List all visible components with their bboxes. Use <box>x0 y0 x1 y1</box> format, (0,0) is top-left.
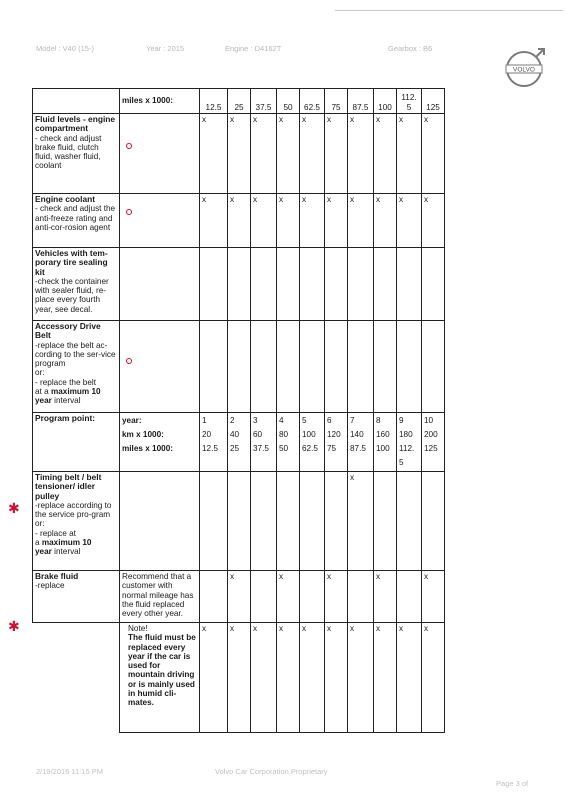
miles-cell: 125 <box>422 89 445 114</box>
program-axis-labels <box>120 413 200 472</box>
accessory-belt-year: year <box>35 396 52 406</box>
interval-mark: x <box>300 194 325 248</box>
program-column: 3 60 37.5 <box>251 413 277 472</box>
interval-mark: x <box>422 194 445 248</box>
program-column: 1 20 12.5 <box>200 413 228 472</box>
table-row <box>33 413 445 472</box>
volvo-logo-text: VOLVO <box>513 66 535 74</box>
timing-belt-cell <box>33 472 120 571</box>
accessory-belt-or: or: <box>35 368 45 378</box>
footer-timestamp: 2/19/2016 11:15 PM <box>36 767 103 776</box>
interval-mark: x <box>300 623 325 733</box>
miles-cell: 12.5 <box>200 89 228 114</box>
table-row <box>33 472 445 571</box>
interval-mark: x <box>348 623 374 733</box>
brake-fluid-cell <box>33 571 120 623</box>
miles-cell: 25 <box>228 89 251 114</box>
table-row <box>33 623 445 733</box>
brake-fluid-recommendation: Recommend that a customer with normal mileage has the fluid replaced every other year. <box>120 571 200 623</box>
accessory-belt-cell <box>33 321 120 413</box>
fluid-levels-text: - check and adjust brake fluid, clutch fluid, washer fluid, coolant <box>35 133 102 171</box>
miles-cell: 100 <box>374 89 397 114</box>
brake-fluid-title: Brake fluid <box>35 571 79 581</box>
header-year: Year : 2015 <box>146 44 185 53</box>
timing-belt-text: -replace according to the service pro-gram <box>35 500 112 520</box>
engine-coolant-text: - check and adjust the anti-freeze rating and anti-cor-rosion agent <box>35 204 116 232</box>
miles-cell: 87.5 <box>348 89 374 114</box>
interval-mark: x <box>422 623 445 733</box>
interval-mark: x <box>397 114 422 194</box>
engine-coolant-title: Engine coolant <box>35 194 96 204</box>
km-label: km x 1000: <box>122 430 164 439</box>
note-title: Note! <box>128 624 148 633</box>
miles-cell: 50 <box>277 89 300 114</box>
miles-cell: 62.5 <box>300 89 325 114</box>
maintenance-schedule-table <box>32 88 445 733</box>
accessory-belt-text: -replace the belt ac-cording to the ser-vice program <box>35 340 116 369</box>
timing-belt-a: a <box>35 538 40 548</box>
table-row <box>33 89 445 114</box>
red-dot-mark <box>126 209 132 215</box>
interval-mark: x <box>374 114 397 194</box>
sealing-kit-title: Vehicles with tem-porary tire sealing kit <box>35 248 108 277</box>
interval-mark: x <box>228 623 251 733</box>
interval-mark: x <box>397 623 422 733</box>
interval-mark: x <box>374 623 397 733</box>
interval-mark: x <box>300 114 325 194</box>
accessory-belt-replace: - replace the belt <box>35 377 96 387</box>
timing-belt-or: or: <box>35 519 45 529</box>
table-row <box>33 321 445 413</box>
interval-mark: x <box>348 114 374 194</box>
program-column: 5 100 62.5 <box>300 413 325 472</box>
interval-mark: x <box>348 472 374 571</box>
miles-label: miles x 1000: <box>122 444 173 453</box>
timing-belt-replace: - replace at <box>35 528 76 538</box>
table-row <box>33 194 445 248</box>
sealing-kit-cell <box>33 248 120 321</box>
interval-mark: x <box>325 571 348 623</box>
top-rule <box>335 10 563 11</box>
brake-fluid-text: -replace <box>35 581 65 591</box>
program-column: 4 80 50 <box>277 413 300 472</box>
note-text: The fluid must be replaced every year if the car is used for mountain driving or is mainly used in humid cli-mates. <box>128 633 196 708</box>
program-column: 9 180 112. 5 <box>397 413 422 472</box>
accessory-belt-title: Accessory Drive Belt <box>35 321 101 341</box>
brake-fluid-note <box>120 623 200 733</box>
red-dot-mark <box>126 358 132 364</box>
interval-mark: x <box>251 114 277 194</box>
fluid-levels-title: Fluid levels - engine compartment <box>35 114 116 134</box>
interval-mark: x <box>348 194 374 248</box>
miles-cell: 37.5 <box>251 89 277 114</box>
program-column: 7 140 87.5 <box>348 413 374 472</box>
header-gearbox: Gearbox : B6 <box>388 44 433 53</box>
interval-mark: x <box>374 571 397 623</box>
fluid-levels-cell <box>33 114 120 194</box>
program-column: 6 120 75 <box>325 413 348 472</box>
footer-page: Page 3 of <box>496 779 529 788</box>
interval-mark: x <box>200 194 228 248</box>
interval-mark: x <box>251 623 277 733</box>
interval-mark: x <box>422 114 445 194</box>
accessory-belt-at: at a <box>35 387 49 397</box>
interval-mark: x <box>277 114 300 194</box>
interval-mark: x <box>228 194 251 248</box>
program-column: 2 40 25 <box>228 413 251 472</box>
interval-mark: x <box>200 623 228 733</box>
program-point-label: Program point: <box>35 413 96 423</box>
interval-mark: x <box>325 194 348 248</box>
interval-mark: x <box>200 114 228 194</box>
header-model: Model : V40 (15-) <box>36 44 94 53</box>
volvo-logo <box>502 45 548 91</box>
interval-mark: x <box>422 571 445 623</box>
interval-mark: x <box>325 623 348 733</box>
miles-cell: 75 <box>325 89 348 114</box>
accessory-belt-interval: interval <box>54 396 81 406</box>
interval-mark: x <box>228 571 251 623</box>
interval-mark: x <box>277 194 300 248</box>
table-row <box>33 248 445 321</box>
interval-mark: x <box>325 114 348 194</box>
red-asterisk-mark: ✱ <box>8 500 20 516</box>
miles-cell: 112. 5 <box>397 89 422 114</box>
red-asterisk-mark: ✱ <box>8 618 20 634</box>
table-row <box>33 114 445 194</box>
interval-mark: x <box>374 194 397 248</box>
timing-belt-interval: interval <box>54 547 81 557</box>
miles-label: miles x 1000: <box>120 89 200 114</box>
sealing-kit-text: -check the container with sealer fluid, re-place every fourth year, see decal. <box>35 276 109 314</box>
timing-belt-title: Timing belt / belt tensioner/ idler pulley <box>35 472 102 501</box>
program-column: 8 160 100 <box>374 413 397 472</box>
engine-coolant-cell <box>33 194 120 248</box>
interval-mark: x <box>397 194 422 248</box>
interval-mark: x <box>251 194 277 248</box>
interval-mark: x <box>277 623 300 733</box>
red-dot-mark <box>126 143 132 149</box>
interval-mark: x <box>228 114 251 194</box>
header-engine: Engine : D4162T <box>225 44 282 53</box>
table-row <box>33 571 445 623</box>
accessory-belt-max: maximum 10 <box>50 387 101 397</box>
program-column: 10 200 125 <box>422 413 445 472</box>
interval-mark: x <box>277 571 300 623</box>
timing-belt-year: year <box>35 547 52 557</box>
footer-proprietary: Volvo Car Corporation Proprietary <box>215 767 328 776</box>
timing-belt-max: maximum 10 <box>41 538 92 548</box>
year-label: year: <box>122 416 142 425</box>
program-point-cell <box>33 413 120 472</box>
